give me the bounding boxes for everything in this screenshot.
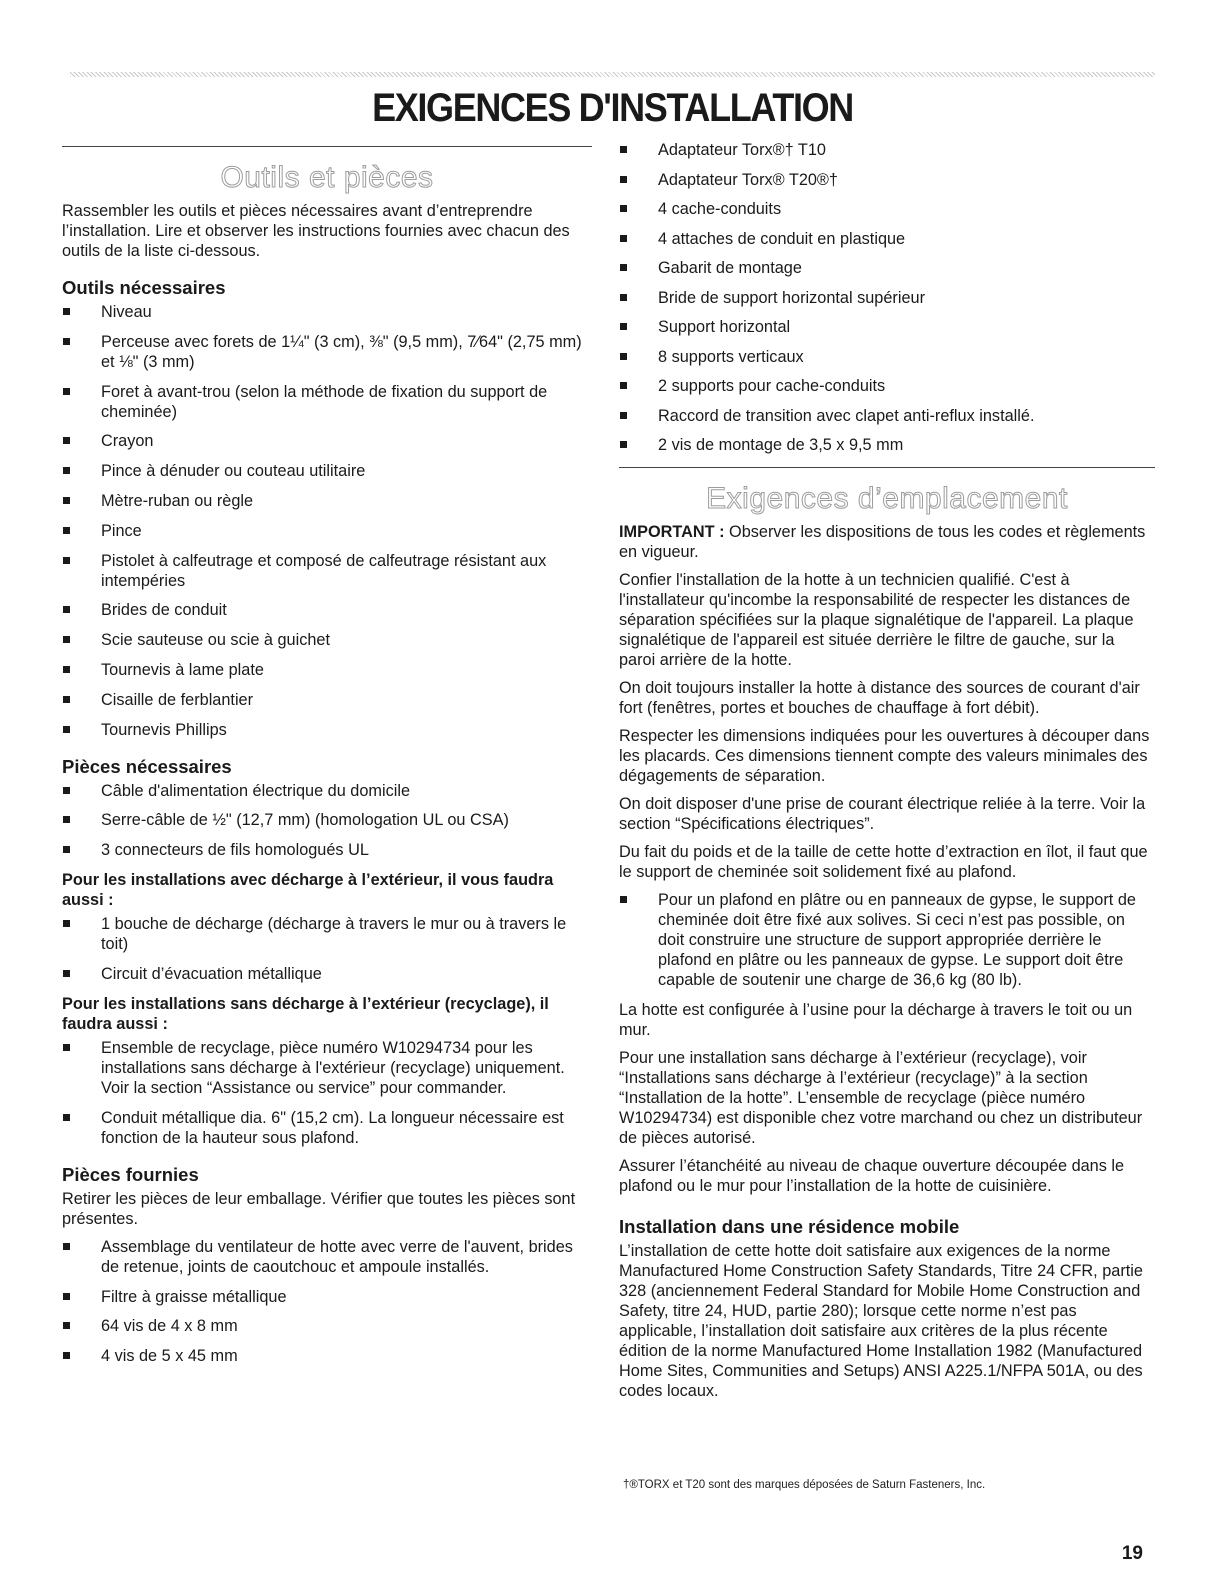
parts-needed-list: [62, 781, 592, 861]
list-item: 1 bouche de décharge (décharge à travers le mur ou à travers le toit): [62, 914, 592, 954]
list-item: Perceuse avec forets de 1¼" (3 cm), ⅜" (9,5 mm), 7⁄64" (2,75 mm) et ⅛" (3 mm): [62, 332, 592, 372]
list-item: 2 supports pour cache-conduits: [619, 376, 1155, 396]
parts-supplied-list: [62, 1237, 592, 1366]
list-item: Conduit métallique dia. 6" (15,2 cm). La longueur nécessaire est fonction de la hauteur sous plafond.: [62, 1108, 592, 1148]
paragraph: On doit toujours installer la hotte à distance des sources de courant d'air fort (fenêtres, portes et bouches de chauffage à fort débit).: [619, 679, 1140, 717]
list-item: Niveau: [62, 302, 592, 322]
list-item: Foret à avant-trou (selon la méthode de fixation du support de cheminée): [62, 382, 592, 422]
parts-needed-heading: Pièces nécessaires: [62, 755, 232, 777]
list-item: 4 attaches de conduit en plastique: [619, 229, 1155, 249]
parts-supplied-heading: Pièces fournies: [62, 1163, 199, 1185]
list-item: Tournevis à lame plate: [62, 660, 592, 680]
list-item: Pince à dénuder ou couteau utilitaire: [62, 461, 592, 481]
paragraph: On doit disposer d'une prise de courant électrique reliée à la terre. Voir la section “Spécifications électriques”.: [619, 795, 1146, 833]
recirculating-heading: Pour les installations sans décharge à l’extérieur (recyclage), il faudra aussi :: [62, 994, 549, 1033]
list-item: 3 connecteurs de fils homologués UL: [62, 840, 592, 860]
list-item: 8 supports verticaux: [619, 347, 1155, 367]
tools-needed-heading: Outils nécessaires: [62, 277, 226, 298]
mobile-home-text: L’installation de cette hotte doit satisfaire aux exigences de la norme Manufactured Home Construction Safety Standards, Titre 24 CFR, partie 328 (anciennement Federal Standard for Mobile Home Construction and Safety, titre 24, HUD, partie 280); lorsque cette norme n’est pas applicable, l’installation doit satisfaire aux critères de la plus récente édition de la norme Manufactured Home Installation 1982 (Manufactured Home Sites, Communities and Setups) ANSI A225.1/NFPA 501A, ou des codes locaux.: [619, 1241, 1143, 1400]
list-item: Pistolet à calfeutrage et composé de calfeutrage résistant aux intempéries: [62, 551, 592, 591]
list-item: Assemblage du ventilateur de hotte avec verre de l'auvent, brides de retenue, joints de caoutchouc et ampoule installés.: [62, 1237, 592, 1277]
section-heading-tools-parts: Outils et pièces: [220, 161, 434, 194]
top-decorative-rule: [70, 72, 1155, 77]
ceiling-bullets: [619, 890, 1155, 990]
list-item: Pour un plafond en plâtre ou en panneaux de gypse, le support de cheminée doit être fixé aux solives. Si ceci n’est pas possible, on doit construire une structure de support appropriée derrière le plafond en plâtre ou les panneaux de gypse. Le support doit être capable de soutenir une charge de 36,6 kg (80 lb).: [619, 890, 1155, 990]
list-item: Adaptateur Torx®† T10: [619, 140, 1155, 160]
parts-supplied-list-continued: [619, 140, 1155, 455]
location-paragraphs-a: [619, 570, 1155, 882]
page-number: 19: [1121, 1543, 1143, 1564]
list-item: Bride de support horizontal supérieur: [619, 288, 1155, 308]
left-column: [62, 146, 592, 1376]
list-item: Circuit d’évacuation métallique: [62, 964, 592, 984]
vented-list: [62, 914, 592, 984]
recirculating-list: [62, 1038, 592, 1148]
list-item: Support horizontal: [619, 317, 1155, 337]
important-note: [619, 522, 1155, 562]
list-item: Brides de conduit: [62, 600, 592, 620]
list-item: Crayon: [62, 431, 592, 451]
list-item: Câble d'alimentation électrique du domicile: [62, 781, 592, 801]
list-item: Serre-câble de ½" (12,7 mm) (homologation UL ou CSA): [62, 810, 592, 830]
paragraph: Du fait du poids et de la taille de cette hotte d’extraction en îlot, il faut que le support de cheminée soit solidement fixé au plafond.: [619, 843, 1148, 881]
tools-intro: Rassembler les outils et pièces nécessaires avant d’entreprendre l’installation. Lire et observer les instructions fournies avec chacun des outils de la liste ci-dessous.: [62, 202, 570, 260]
section-rule: [619, 467, 1155, 468]
list-item: 4 vis de 5 x 45 mm: [62, 1346, 592, 1366]
list-item: Mètre-ruban ou règle: [62, 491, 592, 511]
important-label: IMPORTANT :: [619, 523, 725, 541]
list-item: 2 vis de montage de 3,5 x 9,5 mm: [619, 435, 1155, 455]
tools-list: [62, 302, 592, 740]
section-rule: [62, 146, 592, 147]
paragraph: Pour une installation sans décharge à l’extérieur (recyclage), voir “Installations sans décharge à l’extérieur (recyclage)” à la section “Installation de la hotte”. L’ensemble de recyclage (pièce numéro W10294734) est disponible chez votre marchand ou chez un distributeur de pièces autorisé.: [619, 1048, 1143, 1147]
paragraph: Assurer l’étanchéité au niveau de chaque ouverture découpée dans le plafond ou le mur pour l’installation de la hotte de cuisinière.: [619, 1156, 1125, 1195]
paragraph: La hotte est configurée à l’usine pour la décharge à travers le toit ou un mur.: [619, 1000, 1133, 1039]
list-item: Tournevis Phillips: [62, 720, 592, 740]
parts-supplied-intro: Retirer les pièces de leur emballage. Vérifier que toutes les pièces sont présentes.: [62, 1189, 576, 1228]
list-item: Gabarit de montage: [619, 258, 1155, 278]
list-item: Adaptateur Torx® T20®†: [619, 170, 1155, 190]
right-column: [619, 140, 1155, 1409]
mobile-home-heading: Installation dans une résidence mobile: [619, 1215, 960, 1237]
list-item: 64 vis de 4 x 8 mm: [62, 1316, 592, 1336]
list-item: Scie sauteuse ou scie à guichet: [62, 630, 592, 650]
list-item: Filtre à graisse métallique: [62, 1287, 592, 1307]
list-item: 4 cache-conduits: [619, 199, 1155, 219]
list-item: Ensemble de recyclage, pièce numéro W10294734 pour les installations sans décharge à l'extérieur (recyclage) uniquement. Voir la section “Assistance ou service” pour commander.: [62, 1038, 592, 1098]
location-paragraphs-b: [619, 1000, 1155, 1196]
list-item: Cisaille de ferblantier: [62, 690, 592, 710]
paragraph: Respecter les dimensions indiquées pour les ouvertures à découper dans les placards. Ces dimensions tiennent compte des valeurs minimales des dégagements de séparation.: [619, 727, 1150, 785]
list-item: Pince: [62, 521, 592, 541]
paragraph: Confier l'installation de la hotte à un technicien qualifié. C'est à l'installateur qu'incombe la responsabilité de respecter les distances de séparation spécifiées sur la plaque signalétique de l'appareil. La plaque signalétique de l'appareil est située derrière le filtre de gauche, sur la paroi arrière de la hotte.: [619, 571, 1134, 669]
page-title: EXIGENCES D'INSTALLATION: [372, 86, 853, 130]
vented-heading: Pour les installations avec décharge à l’extérieur, il vous faudra aussi :: [62, 871, 554, 910]
section-heading-location: Exigences d’emplacement: [706, 482, 1068, 515]
important-text: Observer les dispositions de tous les codes et règlements en vigueur.: [619, 523, 1146, 561]
list-item: Raccord de transition avec clapet anti-reflux installé.: [619, 406, 1155, 426]
trademark-footnote: †®TORX et T20 sont des marques déposées de Saturn Fasteners, Inc.: [623, 1479, 986, 1491]
